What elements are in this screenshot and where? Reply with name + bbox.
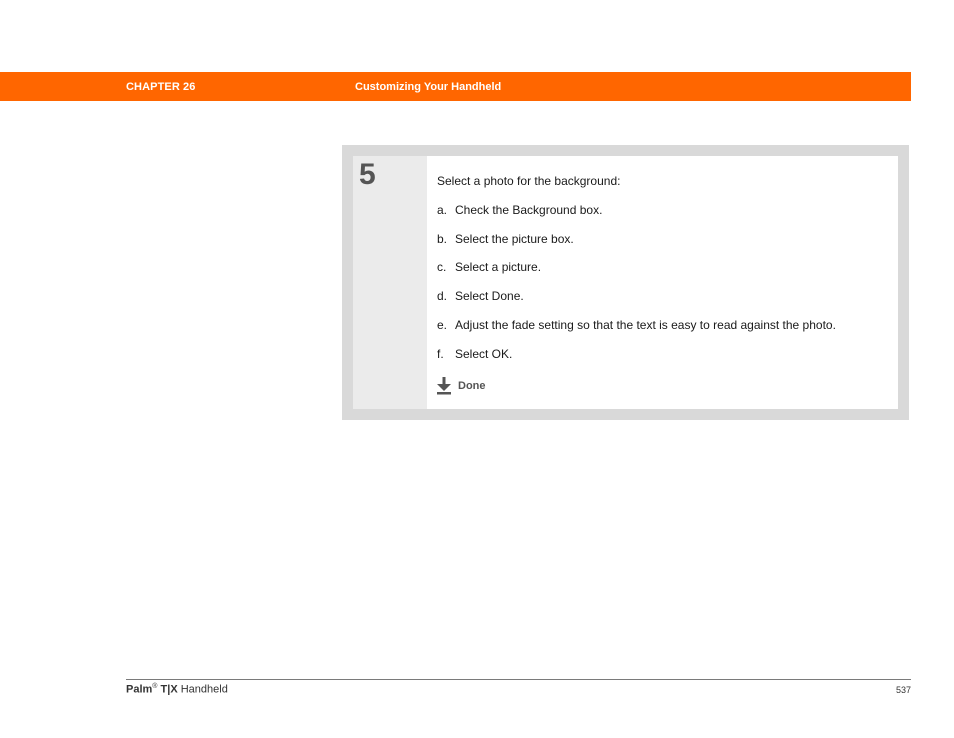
footer-model: T|X <box>160 683 178 696</box>
substep-marker: e. <box>437 318 448 332</box>
footer-product-name <box>126 683 228 696</box>
done-indicator <box>436 376 486 396</box>
done-label: Done <box>458 380 486 392</box>
substep-f <box>437 347 512 361</box>
substep-text: Select Done. <box>455 289 524 303</box>
substep-marker: a. <box>437 203 448 217</box>
substep-text: Select a picture. <box>455 260 542 274</box>
substep-a <box>437 203 602 217</box>
chapter-label: CHAPTER 26 <box>126 81 196 93</box>
substep-d <box>437 289 524 303</box>
substep-text: Check the Background box. <box>455 203 603 217</box>
down-arrow-icon <box>436 377 452 395</box>
substep-marker: c. <box>437 260 447 274</box>
substep-marker: b. <box>437 232 448 246</box>
step-number-column <box>353 156 427 409</box>
substep-marker: d. <box>437 289 448 303</box>
substep-text: Select the picture box. <box>455 232 574 246</box>
substep-c <box>437 260 541 274</box>
step-number: 5 <box>359 158 376 191</box>
substep-text: Select OK. <box>455 347 513 361</box>
registered-mark: ® <box>152 683 158 690</box>
chapter-title: Customizing Your Handheld <box>355 81 502 93</box>
step-intro: Select a photo for the background: <box>437 174 621 188</box>
substep-marker: f. <box>437 347 444 361</box>
footer-product: Handheld <box>180 683 228 696</box>
step-content <box>427 156 898 409</box>
substep-e <box>437 318 836 332</box>
footer-brand: Palm <box>126 683 153 696</box>
substep-text: Adjust the fade setting so that the text is easy to read against the photo. <box>455 318 836 332</box>
page-number: 537 <box>895 685 911 695</box>
substep-b <box>437 232 574 246</box>
footer-divider <box>126 679 911 680</box>
